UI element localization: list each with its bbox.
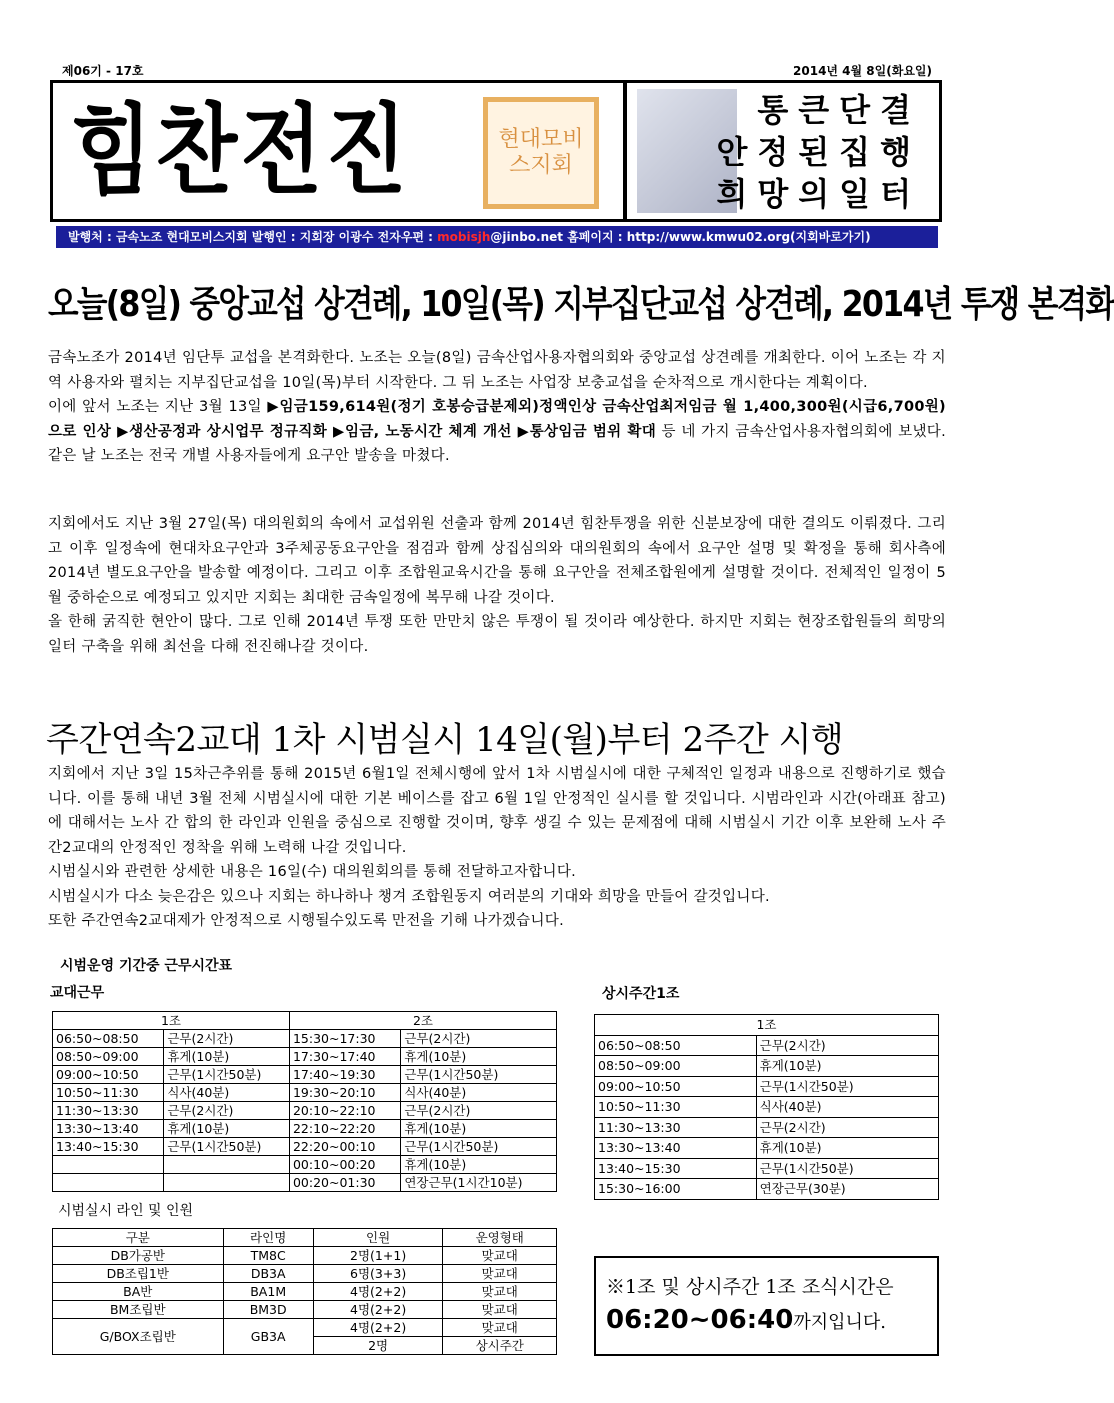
notice-suffix: 까지입니다. bbox=[793, 1312, 886, 1333]
breakfast-time: 06:20~06:40 bbox=[606, 1305, 794, 1335]
table-cell: BM3D bbox=[223, 1301, 313, 1319]
table-cell: 15:30~16:00 bbox=[595, 1179, 757, 1200]
second-headline: 주간연속2교대 1차 시범실시 14일(월)부터 2주간 시행 bbox=[46, 720, 844, 760]
table-cell: G/BOX조립반 bbox=[53, 1319, 224, 1355]
table-row bbox=[595, 1158, 939, 1179]
table-cell: 맞교대 bbox=[443, 1247, 557, 1265]
table-cell: 06:50~08:50 bbox=[595, 1035, 757, 1056]
table-cell: 13:30~13:40 bbox=[595, 1138, 757, 1159]
table-cell: 15:30~17:30 bbox=[289, 1030, 400, 1048]
table-cell: 4명(2+2) bbox=[313, 1301, 443, 1319]
table-cell: DB가공반 bbox=[53, 1247, 224, 1265]
table-cell: 6명(3+3) bbox=[313, 1265, 443, 1283]
table-cell: 20:10~22:10 bbox=[289, 1102, 400, 1120]
table-row bbox=[53, 1102, 557, 1120]
demands-bold: ▶임금159,614원(정기 호봉승급분제외)정액인상 금속산업최저임금 월 1,400,300원(시급6,700원)으로 인상 ▶생산공정과 상시업무 정규직화 ▶임금, 노동시간 체계 개선 ▶통상임금 범위 확대 bbox=[48, 399, 946, 440]
table-cell: 08:50~09:00 bbox=[53, 1048, 164, 1066]
table-row bbox=[53, 1283, 557, 1301]
table-cell: 근무(2시간) bbox=[401, 1030, 557, 1048]
issue-date: 2014년 4월 8일(화요일) bbox=[793, 64, 932, 78]
table-cell: 13:30~13:40 bbox=[53, 1120, 164, 1138]
table-row bbox=[595, 1179, 939, 1200]
publisher-bar bbox=[56, 226, 938, 248]
table-cell: 근무(1시간50분) bbox=[756, 1076, 938, 1097]
table-cell: 상시주간 bbox=[443, 1337, 557, 1355]
table-cell: 근무(2시간) bbox=[756, 1117, 938, 1138]
pilot-lines-table bbox=[52, 1228, 557, 1355]
table-row bbox=[595, 1035, 939, 1056]
table-row bbox=[53, 1048, 557, 1066]
table-cell: 10:50~11:30 bbox=[53, 1084, 164, 1102]
table-cell: 4명(2+2) bbox=[313, 1319, 443, 1337]
table-cell: BA반 bbox=[53, 1283, 224, 1301]
masthead-divider bbox=[623, 83, 627, 219]
table-cell: 13:40~15:30 bbox=[595, 1158, 757, 1179]
table-cell: DB조립1반 bbox=[53, 1265, 224, 1283]
shift-work-label: 교대근무 bbox=[50, 985, 105, 1001]
table-cell: 2명 bbox=[313, 1337, 443, 1355]
table-cell: 근무(2시간) bbox=[756, 1035, 938, 1056]
table-cell: 휴게(10분) bbox=[401, 1156, 557, 1174]
table-cell: TM8C bbox=[223, 1247, 313, 1265]
union-seal-stamp bbox=[483, 97, 599, 209]
table-cell: DB3A bbox=[223, 1265, 313, 1283]
schedule-title: 시범운영 기간중 근무시간표 bbox=[60, 958, 233, 974]
table-cell: 근무(1시간50분) bbox=[164, 1066, 290, 1084]
email-user[interactable]: mobisjh bbox=[437, 230, 491, 244]
breakfast-notice bbox=[594, 1256, 939, 1356]
group2-header: 2조 bbox=[289, 1012, 556, 1030]
table-cell bbox=[53, 1174, 164, 1192]
table-row bbox=[53, 1138, 557, 1156]
table-cell: GB3A bbox=[223, 1319, 313, 1355]
table-cell: 00:10~00:20 bbox=[289, 1156, 400, 1174]
table-row bbox=[53, 1301, 557, 1319]
table-cell: 연장근무(30분) bbox=[756, 1179, 938, 1200]
col-header: 인원 bbox=[313, 1229, 443, 1247]
table-row bbox=[53, 1156, 557, 1174]
table-cell: 근무(1시간50분) bbox=[756, 1158, 938, 1179]
table-cell: 근무(2시간) bbox=[401, 1102, 557, 1120]
day-shift-table bbox=[594, 1014, 939, 1200]
issue-number: 제06기 - 17호 bbox=[62, 64, 144, 78]
table-header-row bbox=[595, 1015, 939, 1036]
shift-schedule-table bbox=[52, 1011, 557, 1192]
table-cell: 19:30~20:10 bbox=[289, 1084, 400, 1102]
slogans bbox=[716, 89, 921, 215]
seal-text: 현대모비스지회 bbox=[498, 127, 584, 178]
table-cell: 00:20~01:30 bbox=[289, 1174, 400, 1192]
table-cell: 맞교대 bbox=[443, 1319, 557, 1337]
article1-para3: 지회에서도 지난 3월 27일(목) 대의원회의 속에서 교섭위원 선출과 함께 2014년 힘찬투쟁을 위한 신분보장에 대한 결의도 이뤄졌다. 그리고 이후 일정속에 현대차요구안과 3주체공동요구안을 점검과 함께 상집심의와 대의원회의 속에서 요구안 설명 및 확정을 통해 회사측에 2014년 별도요구안을 발송할 예정이다. 그리고 이후 조합원교육시간을 통해 요구안을 전체조합원에게 설명할 것이다. 전체적인 일정이 5월 중하순으로 예정되고 있지만 지회는 최대한 금속일정에 복무해 나갈 것이다. bbox=[48, 516, 946, 606]
masthead bbox=[50, 80, 942, 222]
newspaper-title: 힘찬전진 bbox=[71, 94, 411, 208]
table-cell: 휴게(10분) bbox=[164, 1048, 290, 1066]
publisher-info: 발행처 : 금속노조 현대모비스지회 발행인 : 지회장 이광수 전자우편 : bbox=[68, 230, 438, 244]
table-cell: 10:50~11:30 bbox=[595, 1097, 757, 1118]
table-cell bbox=[164, 1156, 290, 1174]
day-group-header: 1조 bbox=[595, 1015, 939, 1036]
table-cell: 맞교대 bbox=[443, 1301, 557, 1319]
table-cell: 맞교대 bbox=[443, 1283, 557, 1301]
table-cell: 휴게(10분) bbox=[401, 1120, 557, 1138]
article1-para2 bbox=[48, 395, 946, 469]
table-cell: BA1M bbox=[223, 1283, 313, 1301]
article2-body bbox=[48, 762, 946, 934]
notice-line1: ※1조 및 상시주간 1조 조식시간은 bbox=[606, 1276, 894, 1298]
table-cell: 휴게(10분) bbox=[756, 1138, 938, 1159]
col-header: 라인명 bbox=[223, 1229, 313, 1247]
article2-para1: 지회에서 지난 3일 15차근추위를 통해 2015년 6월1일 전체시행에 앞서 1차 시범실시에 대한 구체적인 일정과 내용으로 진행하기로 했습니다. 이를 통해 내년 3월 전체 시범실시에 대한 기본 베이스를 잡고 6월 1일 안정적인 실시를 할 것입니다. 시범라인과 시간(아래표 참고)에 대해서는 노사 간 합의 한 라인과 인원을 중심으로 진행할 것이며, 향후 생길 수 있는 문제점에 대해 시범실시 기간 이후 보완해 노사 주간2교대의 안정적인 정착을 위해 노력해 나갈 것입니다. bbox=[48, 766, 946, 856]
table-cell bbox=[53, 1156, 164, 1174]
email-domain[interactable]: @jinbo.net bbox=[490, 230, 564, 244]
table-row bbox=[53, 1174, 557, 1192]
group1-header: 1조 bbox=[53, 1012, 290, 1030]
slogan-2: 안정된집행 bbox=[716, 133, 921, 171]
table-cell: 22:10~22:20 bbox=[289, 1120, 400, 1138]
table-cell: 근무(1시간50분) bbox=[401, 1066, 557, 1084]
table-cell: 09:00~10:50 bbox=[53, 1066, 164, 1084]
article1-para4: 올 한해 굵직한 현안이 많다. 그로 인해 2014년 투쟁 또한 만만치 않은 투쟁이 될 것이라 예상한다. 하지만 지회는 현장조합원들의 희망의 일터 구축을 위해 최선을 다해 전진해나갈 것이다. bbox=[48, 614, 946, 655]
table-row bbox=[53, 1120, 557, 1138]
table-cell bbox=[164, 1174, 290, 1192]
table-cell: 2명(1+1) bbox=[313, 1247, 443, 1265]
table-cell: 근무(1시간50분) bbox=[164, 1138, 290, 1156]
lines-title: 시범실시 라인 및 인원 bbox=[58, 1203, 194, 1219]
table-cell: 06:50~08:50 bbox=[53, 1030, 164, 1048]
article1-section1 bbox=[48, 346, 946, 469]
table-cell: 식사(40분) bbox=[401, 1084, 557, 1102]
table-row bbox=[595, 1117, 939, 1138]
article2-para2: 시범실시와 관련한 상세한 내용은 16일(수) 대의원회의를 통해 전달하고자합니다. bbox=[48, 864, 577, 880]
table-row bbox=[53, 1265, 557, 1283]
table-row bbox=[595, 1138, 939, 1159]
table-row bbox=[53, 1066, 557, 1084]
table-cell: 11:30~13:30 bbox=[53, 1102, 164, 1120]
notice-line2 bbox=[606, 1305, 927, 1335]
table-cell: BM조립반 bbox=[53, 1301, 224, 1319]
table-cell: 13:40~15:30 bbox=[53, 1138, 164, 1156]
table-cell: 맞교대 bbox=[443, 1265, 557, 1283]
article1-section2 bbox=[48, 512, 946, 659]
para2-tail: 등 네 가지 금속산업사용자협의회에 보냈다. 같은 날 노조는 전국 개별 사용자들에게 요구안 발송을 마쳤다. bbox=[48, 423, 946, 464]
table-cell: 근무(2시간) bbox=[164, 1030, 290, 1048]
table-row bbox=[595, 1056, 939, 1077]
homepage-link[interactable]: 홈페이지 : http://www.kmwu02.org(지회바로가기) bbox=[563, 230, 871, 244]
table-row bbox=[53, 1247, 557, 1265]
table-row bbox=[595, 1097, 939, 1118]
slogan-1: 통큰단결 bbox=[757, 91, 921, 129]
table-cell: 휴게(10분) bbox=[401, 1048, 557, 1066]
article2-para4: 또한 주간연속2교대제가 안정적으로 시행될수있도록 만전을 기해 나가겠습니다. bbox=[48, 913, 565, 929]
table-row bbox=[53, 1030, 557, 1048]
table-cell: 17:30~17:40 bbox=[289, 1048, 400, 1066]
table-cell: 휴게(10분) bbox=[164, 1120, 290, 1138]
table-cell: 휴게(10분) bbox=[756, 1056, 938, 1077]
table-row bbox=[53, 1084, 557, 1102]
table-cell: 11:30~13:30 bbox=[595, 1117, 757, 1138]
slogan-3: 희망의일터 bbox=[716, 175, 921, 213]
article2-para3: 시범실시가 다소 늦은감은 있으나 지회는 하나하나 챙겨 조합원동지 여러분의 기대와 희망을 만들어 갈것입니다. bbox=[48, 888, 770, 905]
table-cell: 식사(40분) bbox=[756, 1097, 938, 1118]
table-cell: 08:50~09:00 bbox=[595, 1056, 757, 1077]
table-cell: 22:20~00:10 bbox=[289, 1138, 400, 1156]
para2-lead: 이에 앞서 노조는 지난 3월 13일 bbox=[48, 399, 268, 415]
article1-para1: 금속노조가 2014년 임단투 교섭을 본격화한다. 노조는 오늘(8일) 금속산업사용자협의회와 중앙교섭 상견례를 개최한다. 이어 노조는 각 지역 사용자와 펼치는 지부집단교섭을 10일(목)부터 시작한다. 그 뒤 노조는 사업장 보충교섭을 순차적으로 개시한다는 계획이다. bbox=[48, 350, 946, 391]
table-cell: 17:40~19:30 bbox=[289, 1066, 400, 1084]
table-cell: 식사(40분) bbox=[164, 1084, 290, 1102]
table-cell: 근무(2시간) bbox=[164, 1102, 290, 1120]
day-shift-label: 상시주간1조 bbox=[602, 986, 680, 1002]
table-cell: 09:00~10:50 bbox=[595, 1076, 757, 1097]
table-row bbox=[595, 1076, 939, 1097]
col-header: 구분 bbox=[53, 1229, 224, 1247]
col-header: 운영형태 bbox=[443, 1229, 557, 1247]
table-header-row bbox=[53, 1229, 557, 1247]
table-header-row bbox=[53, 1012, 557, 1030]
table-cell: 근무(1시간50분) bbox=[401, 1138, 557, 1156]
table-cell: 4명(2+2) bbox=[313, 1283, 443, 1301]
table-cell: 연장근무(1시간10분) bbox=[401, 1174, 557, 1192]
main-headline: 오늘(8일) 중앙교섭 상견례, 10일(목) 지부집단교섭 상견례, 2014년 투쟁 본격화 bbox=[48, 284, 1114, 325]
table-row bbox=[53, 1319, 557, 1337]
